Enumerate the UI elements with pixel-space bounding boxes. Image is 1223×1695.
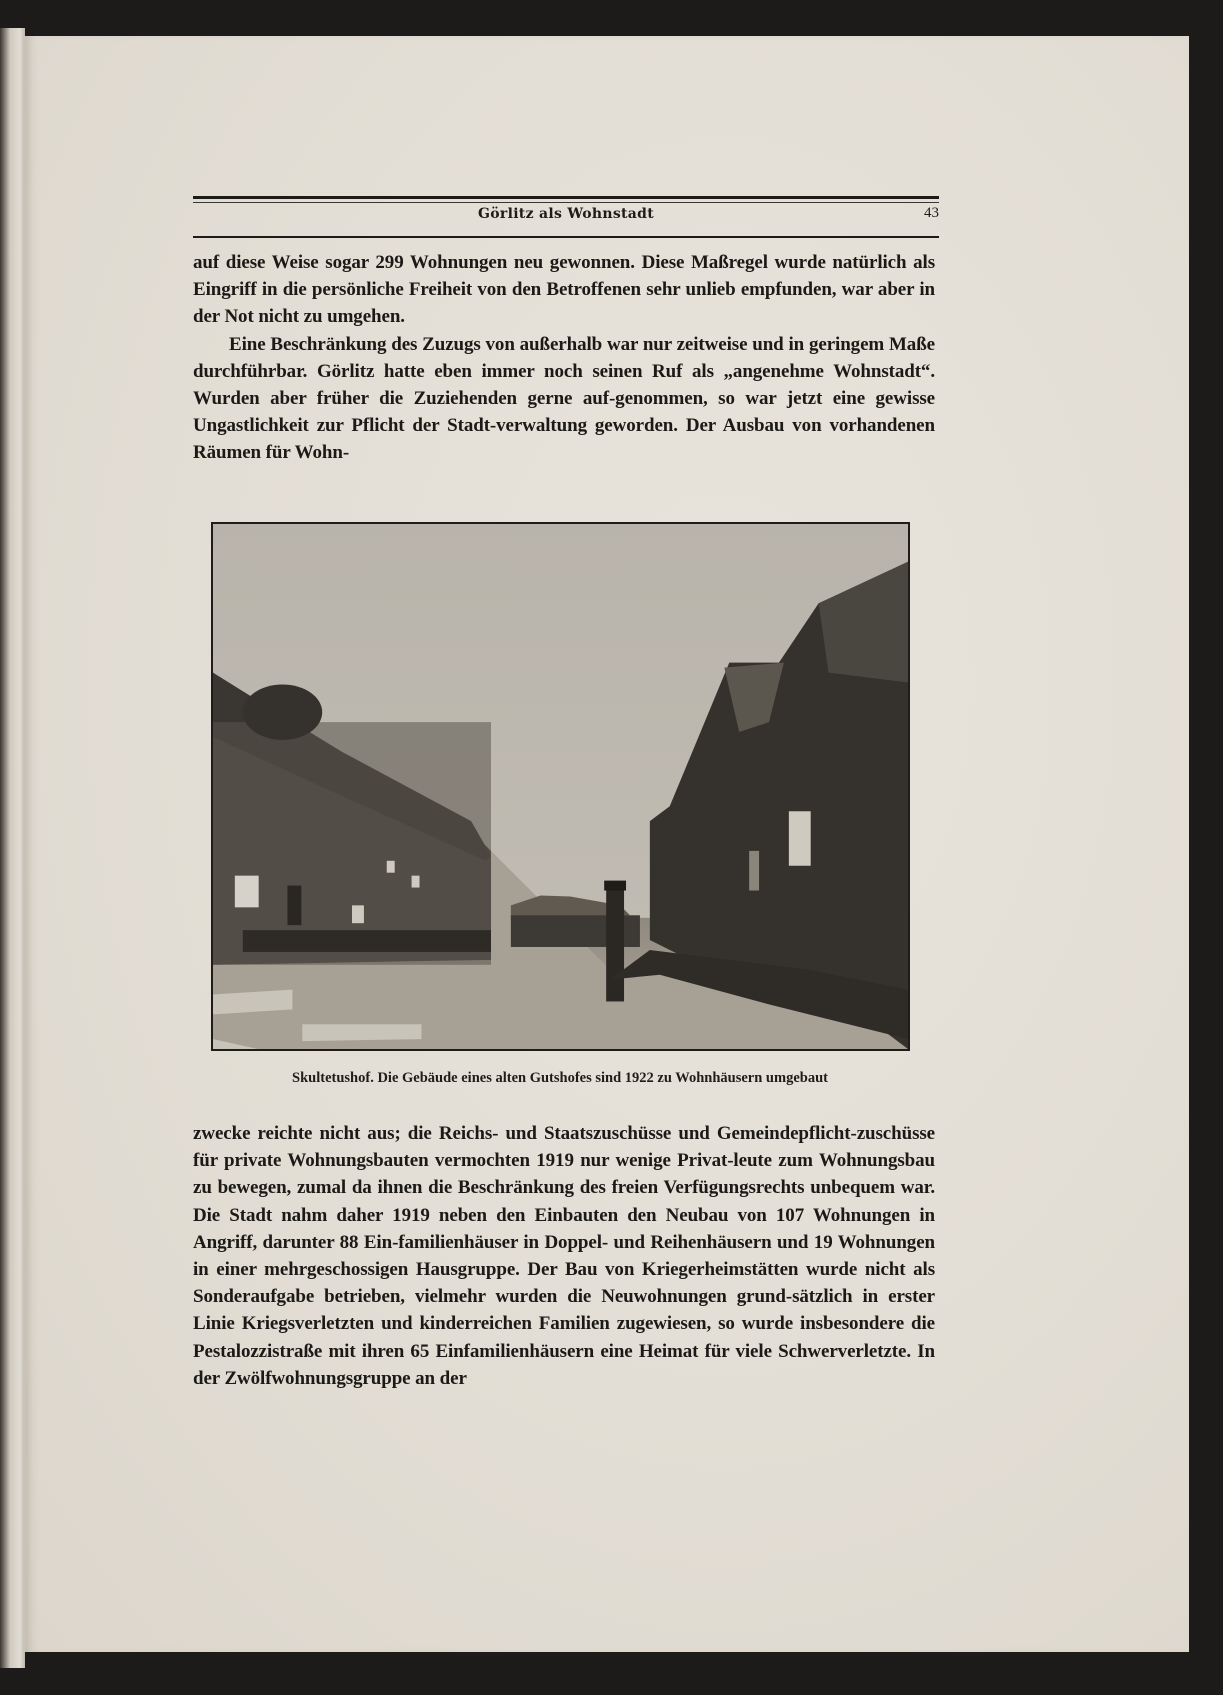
header-bottom-rule [193,236,939,238]
header-top-rule [193,196,939,199]
body-text-top [193,249,935,467]
paragraph: auf diese Weise sogar 299 Wohnungen neu gewonnen. Diese Maßregel wurde natürlich als Eingriff in die persönliche Freiheit von den Betroffenen sehr unlieb empfunden, war aber in der Not nicht zu umgehen. [193,252,935,328]
header-top-rule-thin [193,202,939,203]
book-spine-edge [0,28,25,1668]
running-header [193,196,939,240]
photo-skultetushof [211,522,910,1051]
body-text-bottom [193,1120,935,1392]
figure-caption: Skultetushof. Die Gebäude eines alten Gutshofes sind 1922 zu Wohnhäusern umgebaut [292,1070,828,1086]
paragraph: zwecke reichte nicht aus; die Reichs- und Staatszuschüsse und Gemeindepflicht-zuschüsse für private Wohnungsbauten vermochten 1919 nur wenige Privat-leute zum Wohnungsbau zu bewegen, zumal da ihnen die Beschränkung des freien Verfügungsrechts unbequem war. Die Stadt nahm daher 1919 neben den Einbauten den Neubau von 107 Wohnungen in Angriff, darunter 88 Ein-familienhäuser in Doppel- und Reihenhäusern und 19 Wohnungen in einer mehrgeschossigen Hausgruppe. Der Bau von Kriegerheimstätten wurde nicht als Sonderaufgabe betrieben, vielmehr wurden die Neuwohnungen grund-sätzlich in erster Linie Kriegsverletzten und kinderreichen Familien zugewiesen, so wurde insbesondere die Pestalozzistraße mit ihren 65 Einfamilienhäusern eine Heimat für viele Schwerverletzte. In der Zwölfwohnungsgruppe an der [193,1123,935,1389]
page-number: 43 [924,205,939,221]
street-photo-illustration [213,524,908,1049]
paragraph: Eine Beschränkung des Zuzugs von außerhalb war nur zeitweise und in geringem Maße durchführbar. Görlitz hatte eben immer noch seinen Ruf als „angenehme Wohnstadt“. Wurden aber früher die Zuziehenden gerne auf-genommen, so war jetzt eine gewisse Ungastlichkeit zur Pflicht der Stadt-verwaltung geworden. Der Ausbau von vorhandenen Räumen für Wohn- [193,333,935,464]
running-title: Görlitz als Wohnstadt [478,206,654,222]
